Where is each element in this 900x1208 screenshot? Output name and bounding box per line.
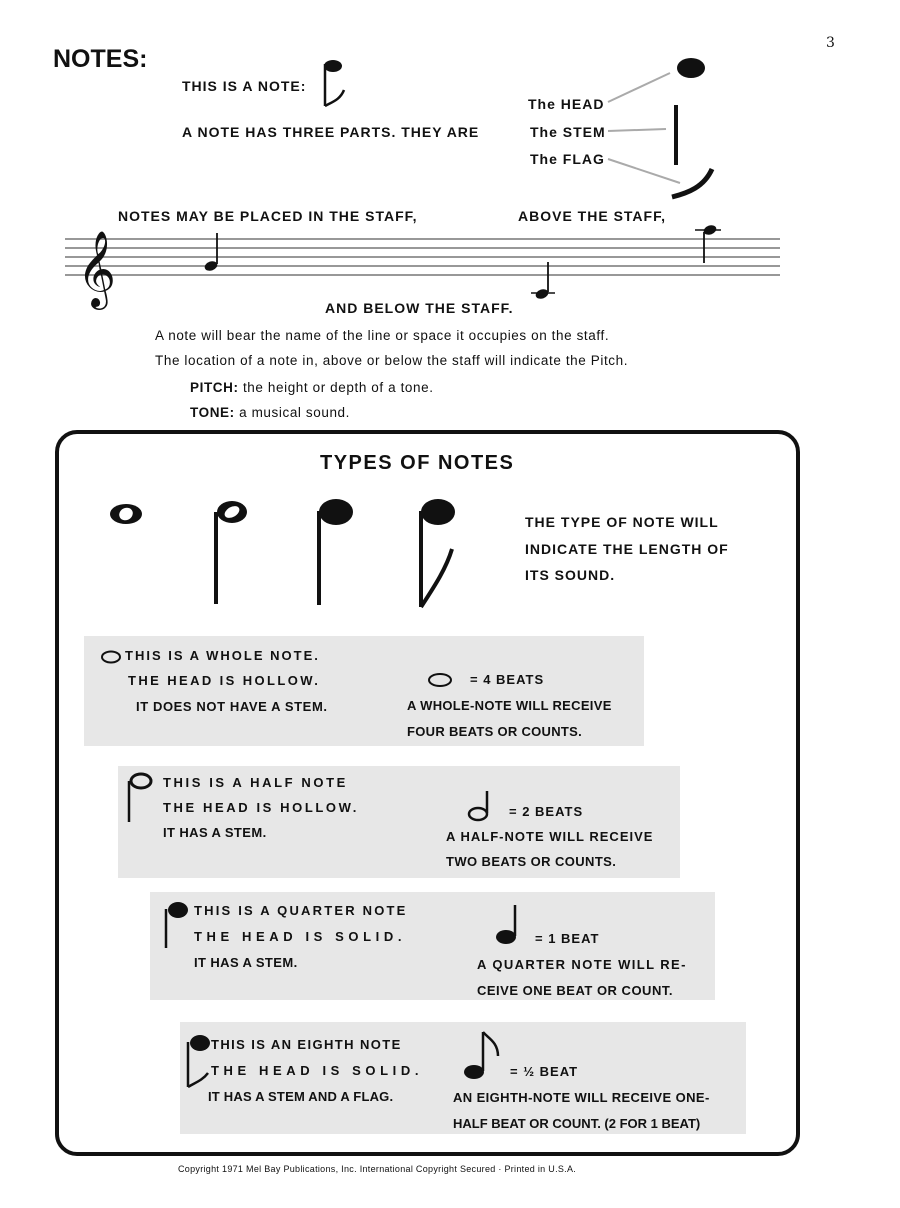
small-eighth-note-icon xyxy=(180,1033,212,1091)
half-beats: = 2 BEATS xyxy=(509,804,584,819)
eighth-line-1: THIS IS AN EIGHTH NOTE xyxy=(211,1037,402,1052)
eighth-right-1: AN EIGHTH-NOTE WILL RECEIVE ONE- xyxy=(453,1090,710,1105)
eighth-note-icon-large xyxy=(412,497,462,612)
three-parts-text: A NOTE HAS THREE PARTS. THEY ARE xyxy=(182,124,480,140)
treble-clef-icon: 𝄞 xyxy=(77,230,117,307)
stem-label: The STEM xyxy=(530,124,606,140)
note-head-icon xyxy=(677,58,705,78)
pitch-def: the height or depth of a tone. xyxy=(238,380,434,395)
quarter-note-icon xyxy=(310,497,356,609)
whole-right-1: A WHOLE-NOTE WILL RECEIVE xyxy=(407,698,612,713)
length-line-3: ITS SOUND. xyxy=(525,567,616,583)
half-line-1: THIS IS A HALF NOTE xyxy=(163,775,348,790)
copyright-text: Copyright 1971 Mel Bay Publications, Inc. International Copyright Secured · Printed in U.S.A. xyxy=(178,1164,577,1174)
quarter-line-2: THE HEAD IS SOLID. xyxy=(194,929,407,944)
quarter-right-2: CEIVE ONE BEAT OR COUNT. xyxy=(477,983,673,998)
whole-line-2: THE HEAD IS HOLLOW. xyxy=(128,673,321,688)
pitch-definition xyxy=(190,380,434,395)
whole-beats: = 4 BEATS xyxy=(470,672,545,687)
half-right-2: TWO BEATS OR COUNTS. xyxy=(446,854,617,869)
pitch-term: PITCH: xyxy=(190,380,239,395)
half-right-1: A HALF-NOTE WILL RECEIVE xyxy=(446,829,654,844)
tone-definition xyxy=(190,405,350,420)
head-label: The HEAD xyxy=(528,96,605,112)
quarter-beats: = 1 BEAT xyxy=(535,931,600,946)
quarter-line-3: IT HAS A STEM. xyxy=(194,955,298,970)
quarter-right-1: A QUARTER NOTE WILL RE- xyxy=(477,957,687,972)
note-parts-diagram xyxy=(600,55,730,205)
flag-label: The FLAG xyxy=(530,151,605,167)
eighth-beats: = ½ BEAT xyxy=(510,1064,579,1079)
whole-right-2: FOUR BEATS OR COUNTS. xyxy=(407,724,583,739)
explanation-line-1: A note will bear the name of the line or space it occupies on the staff. xyxy=(155,328,610,343)
whole-line-1: THIS IS A WHOLE NOTE. xyxy=(125,648,320,663)
tone-term: TONE: xyxy=(190,405,235,420)
above-staff-text: ABOVE THE STAFF, xyxy=(518,208,666,224)
staff-note-below xyxy=(531,262,555,300)
types-title: TYPES OF NOTES xyxy=(320,452,515,474)
tone-def: a musical sound. xyxy=(234,405,351,420)
eighth-line-3: IT HAS A STEM AND A FLAG. xyxy=(208,1089,394,1104)
length-line-1: THE TYPE OF NOTE WILL xyxy=(525,514,719,530)
page-title: NOTES: xyxy=(53,45,148,73)
half-note-icon xyxy=(208,498,252,608)
small-half-note-icon xyxy=(123,772,153,824)
whole-line-3: IT DOES NOT HAVE A STEM. xyxy=(136,699,328,714)
half-line-2: THE HEAD IS HOLLOW. xyxy=(163,800,360,815)
whole-note-icon xyxy=(108,502,144,526)
eighth-note-icon xyxy=(318,58,348,110)
page-number: 3 xyxy=(826,35,835,51)
eighth-right-2: HALF BEAT OR COUNT. (2 FOR 1 BEAT) xyxy=(453,1116,701,1131)
half-line-3: IT HAS A STEM. xyxy=(163,825,267,840)
length-line-2: INDICATE THE LENGTH OF xyxy=(525,541,729,557)
quarter-line-1: THIS IS A QUARTER NOTE xyxy=(194,903,408,918)
quarter-beat-note-icon xyxy=(494,904,524,946)
small-quarter-note-icon xyxy=(160,900,190,950)
eighth-line-2: THE HEAD IS SOLID. xyxy=(211,1063,424,1078)
explanation-line-2: The location of a note in, above or below the staff will indicate the Pitch. xyxy=(155,353,629,368)
half-beat-note-icon xyxy=(466,790,496,822)
in-staff-text: NOTES MAY BE PLACED IN THE STAFF, xyxy=(118,208,418,224)
eighth-beat-note-icon xyxy=(462,1030,506,1082)
below-staff-text: AND BELOW THE STAFF. xyxy=(325,300,514,316)
whole-beat-note-icon xyxy=(427,672,453,688)
music-staff xyxy=(65,215,785,305)
this-is-a-note-text: THIS IS A NOTE: xyxy=(182,78,307,94)
small-whole-note-icon xyxy=(100,650,122,664)
